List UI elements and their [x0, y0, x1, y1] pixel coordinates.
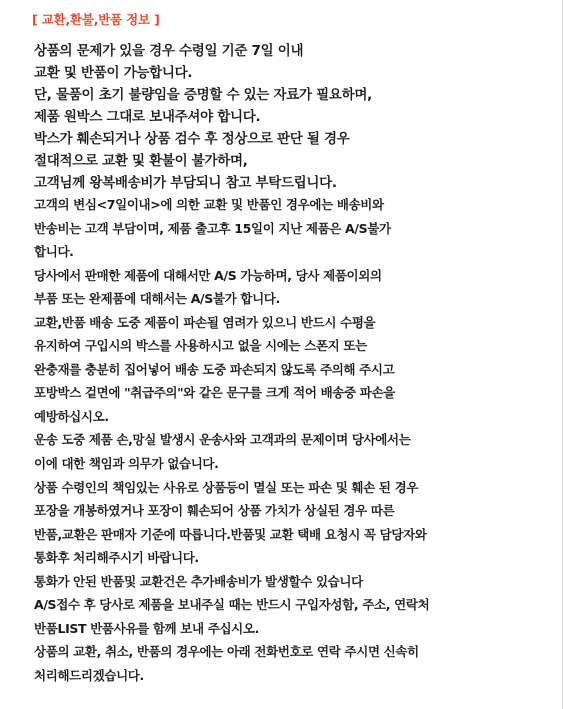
policy-line: 포장을 개봉하였거나 포장이 훼손되어 상품 가치가 상실된 경우 따른	[34, 503, 395, 519]
notice-line: 상품의 문제가 있을 경우 수령일 기준 7일 이내	[34, 43, 304, 59]
policy-line: 포방박스 겉면에 "취급주의"와 같은 문구를 크게 적어 배송중 파손을	[34, 385, 395, 401]
policy-line: 상품 수령인의 책임있는 사유로 상품등이 멸실 또는 파손 및 훼손 된 경우	[34, 479, 419, 495]
policy-line: 통화가 안된 반품및 교환건은 추가배송비가 발생할수 있습니다	[34, 573, 363, 589]
policy-line: 통화후 처리해주시기 바랍니다.	[34, 550, 199, 566]
section-title: [ 교환,환불,반품 정보 ]	[32, 12, 160, 27]
policy-line: 반품,교환은 판매자 기준에 따릅니다.반품및 교환 택배 요청시 꼭 담당자와	[34, 526, 427, 542]
policy-line: 부품 또는 완제품에 대해서는 A/S불가 합니다.	[34, 291, 280, 307]
notice-line: 단, 물품이 초기 불량임을 증명할 수 있는 자료가 필요하며,	[34, 87, 372, 103]
return-conditions-notice	[34, 40, 372, 194]
policy-line: 처리해드리겠습니다.	[34, 667, 144, 683]
policy-line: 반송비는 고객 부담이며, 제품 출고후 15일이 지난 제품은 A/S불가	[34, 220, 391, 236]
policy-line: 합니다.	[34, 244, 74, 260]
notice-line: 절대적으로 교환 및 환불이 불가하며,	[34, 153, 248, 169]
notice-line: 박스가 훼손되거나 상품 검수 후 정상으로 판단 될 경우	[34, 131, 350, 147]
policy-line: 당사에서 판매한 제품에 대해서만 A/S 가능하며, 당사 제품이외의	[34, 267, 382, 283]
policy-line: 유지하여 구입시의 박스를 사용하시고 없을 시에는 스폰지 또는	[34, 338, 367, 354]
policy-line: 운송 도중 제품 손,망실 발생시 운송사와 고객과의 문제이며 당사에서는	[34, 432, 411, 448]
policy-line: 예방하십시오.	[34, 408, 109, 424]
policy-line: 상품의 교환, 취소, 반품의 경우에는 아래 전화번호로 연락 주시면 신속히	[34, 644, 419, 660]
policy-line: 이에 대한 책임과 의무가 없습니다.	[34, 456, 219, 472]
policy-line: 반품LIST 반품사유를 함께 보내 주십시오.	[34, 620, 260, 636]
policy-line: 고객의 변심<7일이내>에 의한 교환 및 반품인 경우에는 배송비와	[34, 197, 384, 212]
notice-line: 교환 및 반품이 가능합니다.	[34, 65, 193, 81]
notice-line: 제품 원박스 그대로 보내주셔야 합니다.	[34, 109, 261, 125]
policy-line: 완충재를 충분히 집어넣어 배송 도중 파손되지 않도록 주의해 주시고	[34, 361, 395, 377]
policy-line: 교환,반품 배송 도중 제품이 파손될 염려가 있으니 반드시 수평을	[34, 314, 376, 330]
notice-line: 고객님께 왕복배송비가 부담되니 참고 부탁드립니다.	[34, 175, 337, 191]
policy-line: A/S접수 후 당사로 제품을 보내주실 때는 반드시 구입자성함, 주소, 연락처	[34, 597, 430, 613]
return-policy-details	[34, 193, 429, 687]
